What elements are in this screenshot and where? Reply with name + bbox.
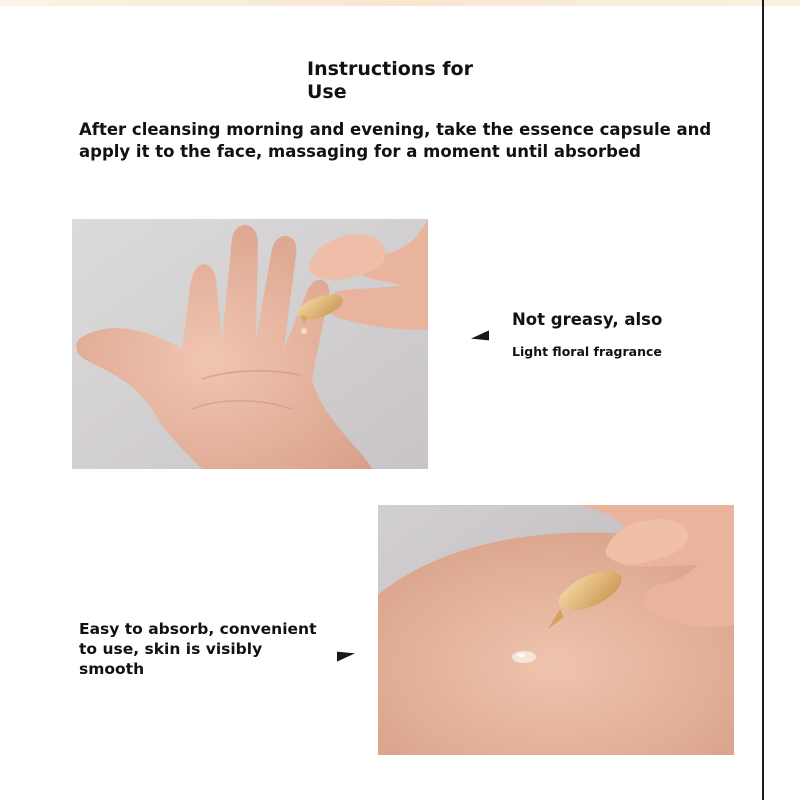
page-title: Instructions for Use — [307, 58, 473, 103]
skin-capsule-photo — [378, 505, 734, 755]
pointer-arrow-right-icon — [337, 648, 355, 661]
feature-1-title: Not greasy, also — [512, 310, 663, 329]
instructions-text: After cleansing morning and evening, take the essence capsule and apply it to the face, massaging for a moment until absorbed — [79, 120, 712, 161]
right-border-line — [762, 0, 764, 800]
feature-1-subtitle: Light floral fragrance — [512, 344, 662, 359]
palm-capsule-photo — [72, 219, 428, 469]
feature-2-text: Easy to absorb, convenient to use, skin is visibly smooth — [79, 620, 317, 678]
top-decorative-strip — [0, 0, 800, 6]
pointer-arrow-left-icon — [471, 330, 489, 343]
